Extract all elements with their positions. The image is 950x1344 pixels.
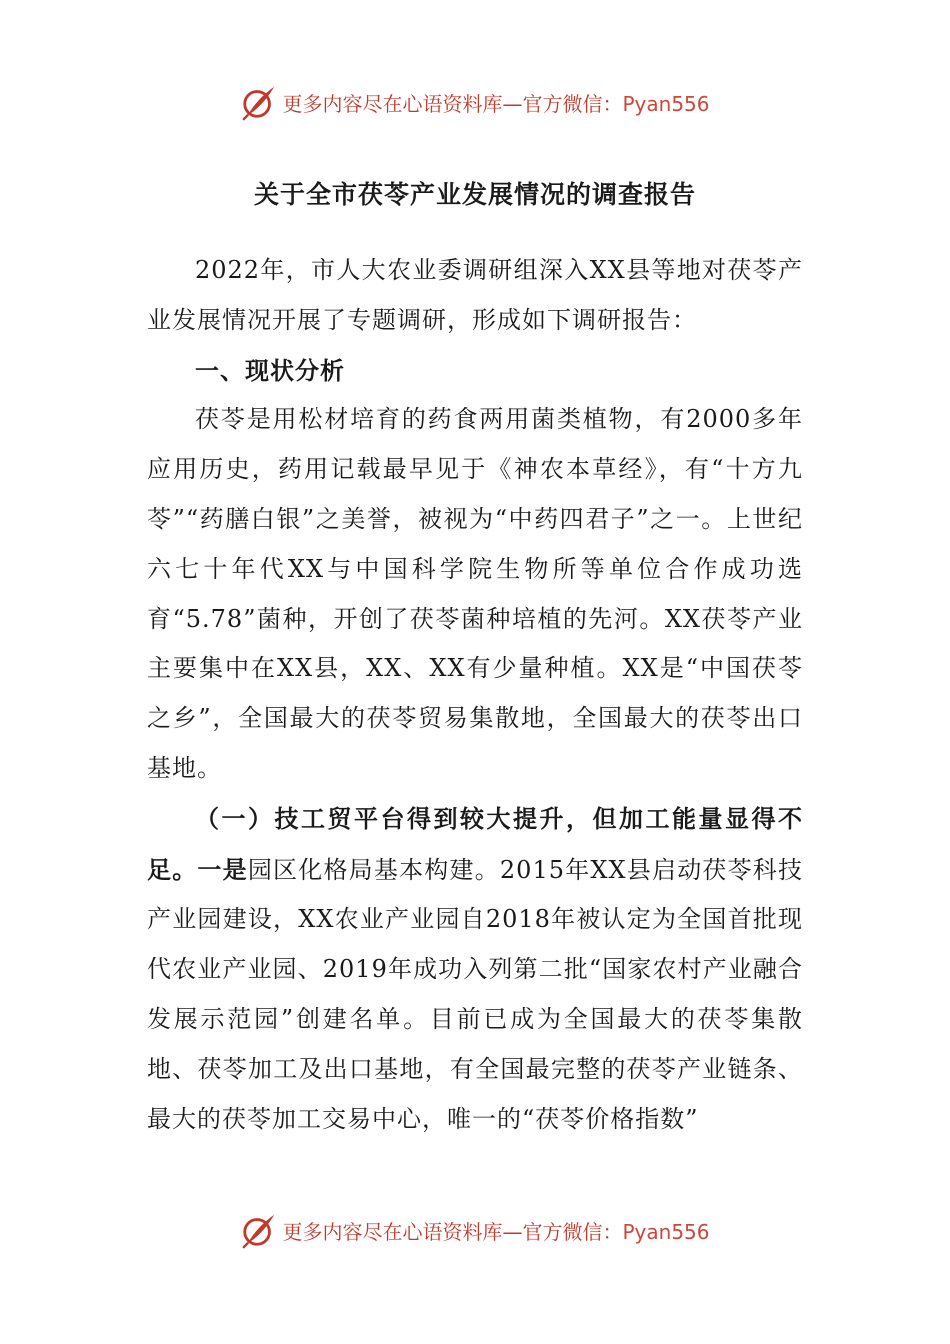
- quill-logo-icon: [240, 83, 278, 121]
- header-watermark: [0, 82, 950, 122]
- intro-paragraph: 2022年，市人大农业委调研组深入XX县等地对茯苓产业发展情况开展了专题调研，形成如下调研报告：: [147, 256, 803, 334]
- header-watermark-id: Pyan556: [622, 91, 710, 116]
- document-title: 关于全市茯苓产业发展情况的调查报告: [253, 180, 696, 209]
- document-body: [147, 172, 803, 1144]
- section-heading: 一、现状分析: [195, 355, 345, 385]
- footer-watermark-id: Pyan556: [622, 1219, 710, 1244]
- subsection-body: 园区化格局基本构建。2015年XX县启动茯苓科技产业园建设，XX农业产业园自2018年被认定为全国首批现代农业产业园、2019年成功入列第二批“国家农村产业融合发展示范园”创建名单。目前已成为全国最大的茯苓集散地、茯苓加工及出口基地，有全国最完整的茯苓产业链条、最大的茯苓加工交易中心，唯一的“茯苓价格指数”: [147, 855, 804, 1133]
- header-watermark-text: 更多内容尽在心语资料库—官方微信：: [282, 91, 623, 116]
- subsection-paragraph: [147, 794, 803, 1145]
- subsection-lead: 一是: [197, 854, 248, 884]
- subsection-heading: （一）技工贸平台得到较大提升，但加工能量显得不足。: [147, 803, 803, 884]
- footer-watermark-text: 更多内容尽在心语资料库—官方微信：: [282, 1219, 623, 1244]
- quill-logo-icon: [240, 1211, 278, 1249]
- section-paragraph: 茯苓是用松材培育的药食两用菌类植物，有2000多年应用历史，药用记载最早见于《神农本草经》，有“十方九苓”“药膳白银”之美誉，被视为“中药四君子”之一。上世纪六七十年代XX与中国科学院生物所等单位合作成功选育“5.78”菌种，开创了茯苓菌种培植的先河。XX茯苓产业主要集中在XX县，XX、XX有少量种植。XX是“中国茯苓之乡”，全国最大的茯苓贸易集散地，全国最大的茯苓出口基地。: [147, 405, 803, 782]
- footer-watermark: [0, 1210, 950, 1250]
